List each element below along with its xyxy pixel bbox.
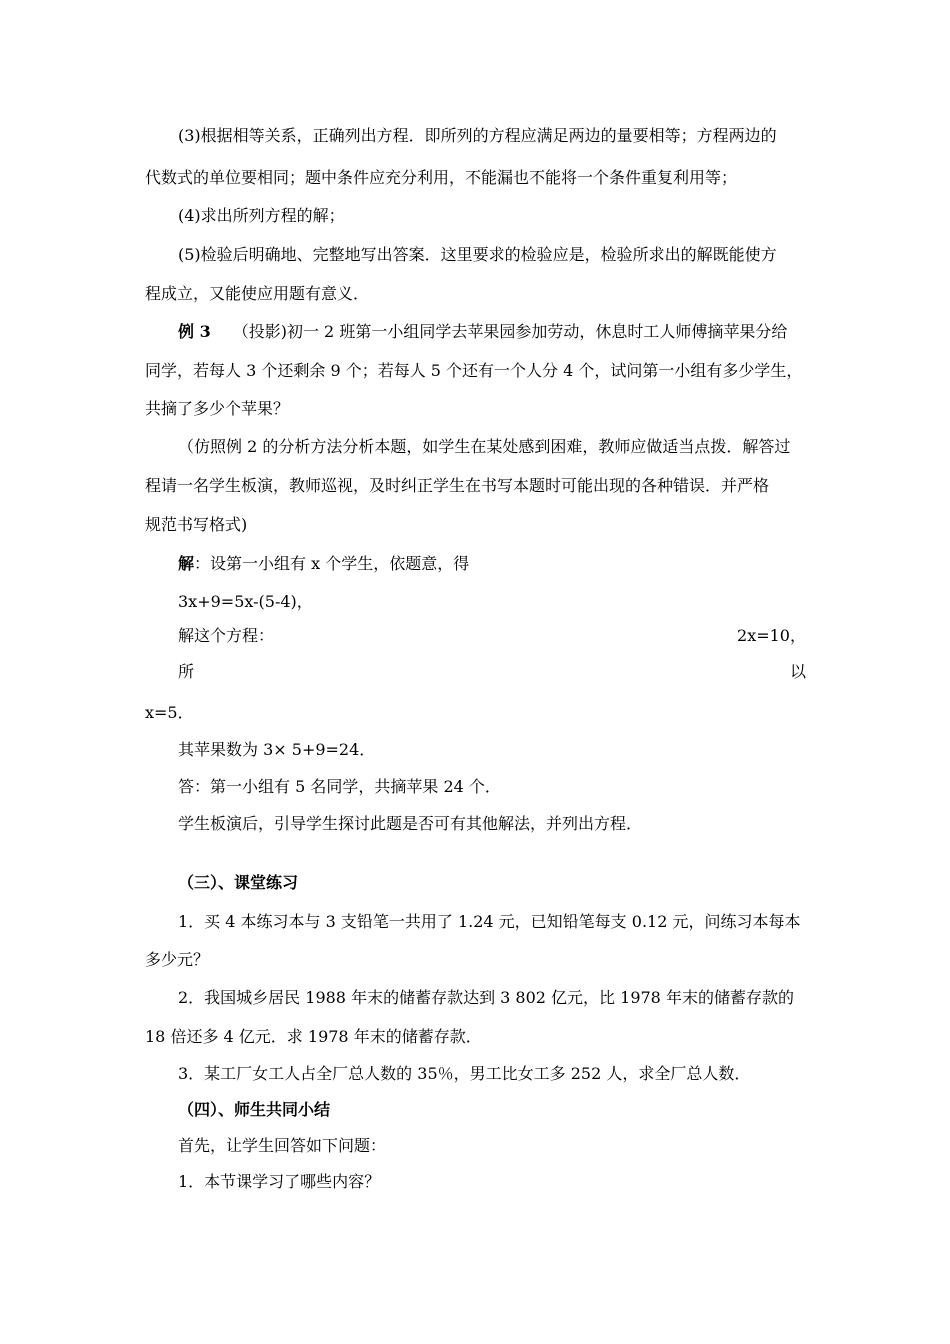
example-3-text: （投影)初一 2 班第一小组同学去苹果园参加劳动，休息时工人师傅摘苹果分给 xyxy=(232,322,788,341)
exercise-1: 1．买 4 本练习本与 3 支铅笔一共用了 1.24 元，已知铅笔每支 0.12 元，问练习本每本 xyxy=(178,912,801,931)
solution-label: 解 xyxy=(178,554,195,573)
example-3-label: 例 3 xyxy=(178,322,211,341)
example-3-line-1 xyxy=(178,322,848,342)
section-3-title: （三）、课堂练习 xyxy=(178,873,299,892)
solution-equation: 3x+9=5x-(5-4)， xyxy=(178,592,313,611)
teaching-note-line-1: （仿照例 2 的分析方法分析本题，如学生在某处感到困难，教师应做适当点拨．解答过 xyxy=(178,437,791,456)
so-left: 所 xyxy=(178,662,195,681)
solution-result: x=5． xyxy=(145,703,194,722)
solution-intro xyxy=(178,554,848,574)
exercise-2-cont: 18 倍还多 4 亿元．求 1978 年末的储蓄存款． xyxy=(145,1027,482,1046)
teaching-note-line-2: 程请一名学生板演，教师巡视，及时纠正学生在书写本题时可能出现的各种错误．并严格 xyxy=(145,476,770,495)
exercise-1-cont: 多少元？ xyxy=(145,950,210,969)
paragraph-step-4: (4)求出所列方程的解； xyxy=(178,206,345,225)
paragraph-step-3-cont: 代数式的单位要相同；题中条件应充分利用，不能漏也不能将一个条件重复利用等； xyxy=(145,168,738,187)
solution-apples: 其苹果数为 3× 5+9=24． xyxy=(178,740,376,759)
solution-so-line xyxy=(178,662,806,682)
so-right: 以 xyxy=(789,662,806,681)
teaching-note-line-3: 规范书写格式) xyxy=(145,515,248,534)
section-4-title: （四）、师生共同小结 xyxy=(178,1100,331,1119)
solve-result: 2x=10， xyxy=(737,626,806,645)
exercise-2: 2．我国城乡居民 1988 年末的储蓄存款达到 3 802 亿元，比 1978 年末的储蓄存款的 xyxy=(178,988,794,1007)
solution-intro-text: ：设第一小组有 x 个学生，依题意，得 xyxy=(194,554,470,573)
exercise-3: 3．某工厂女工人占全厂总人数的 35％，男工比女工多 252 人，求全厂总人数． xyxy=(178,1064,751,1083)
paragraph-step-5-cont: 程成立，又能使应用题有意义． xyxy=(145,284,370,303)
paragraph-step-3: (3)根据相等关系，正确列出方程．即所列的方程应满足两边的量要相等；方程两边的 xyxy=(178,126,777,145)
summary-intro: 首先，让学生回答如下问题： xyxy=(178,1136,387,1155)
example-3-line-3: 共摘了多少个苹果？ xyxy=(145,399,290,418)
solution-followup: 学生板演后，引导学生探讨此题是否可有其他解法，并列出方程． xyxy=(178,814,643,833)
solution-solve-line xyxy=(178,626,806,646)
paragraph-step-5: (5)检验后明确地、完整地写出答案．这里要求的检验应是，检验所求出的解既能使方 xyxy=(178,245,777,264)
solve-label: 解这个方程： xyxy=(178,626,275,645)
summary-question-1: 1．本节课学习了哪些内容？ xyxy=(178,1172,381,1191)
solution-answer: 答：第一小组有 5 名同学，共摘苹果 24 个． xyxy=(178,777,501,796)
example-3-line-2: 同学，若每人 3 个还剩余 9 个；若每人 5 个还有一个人分 4 个，试问第一小组有多少学生， xyxy=(145,361,803,380)
